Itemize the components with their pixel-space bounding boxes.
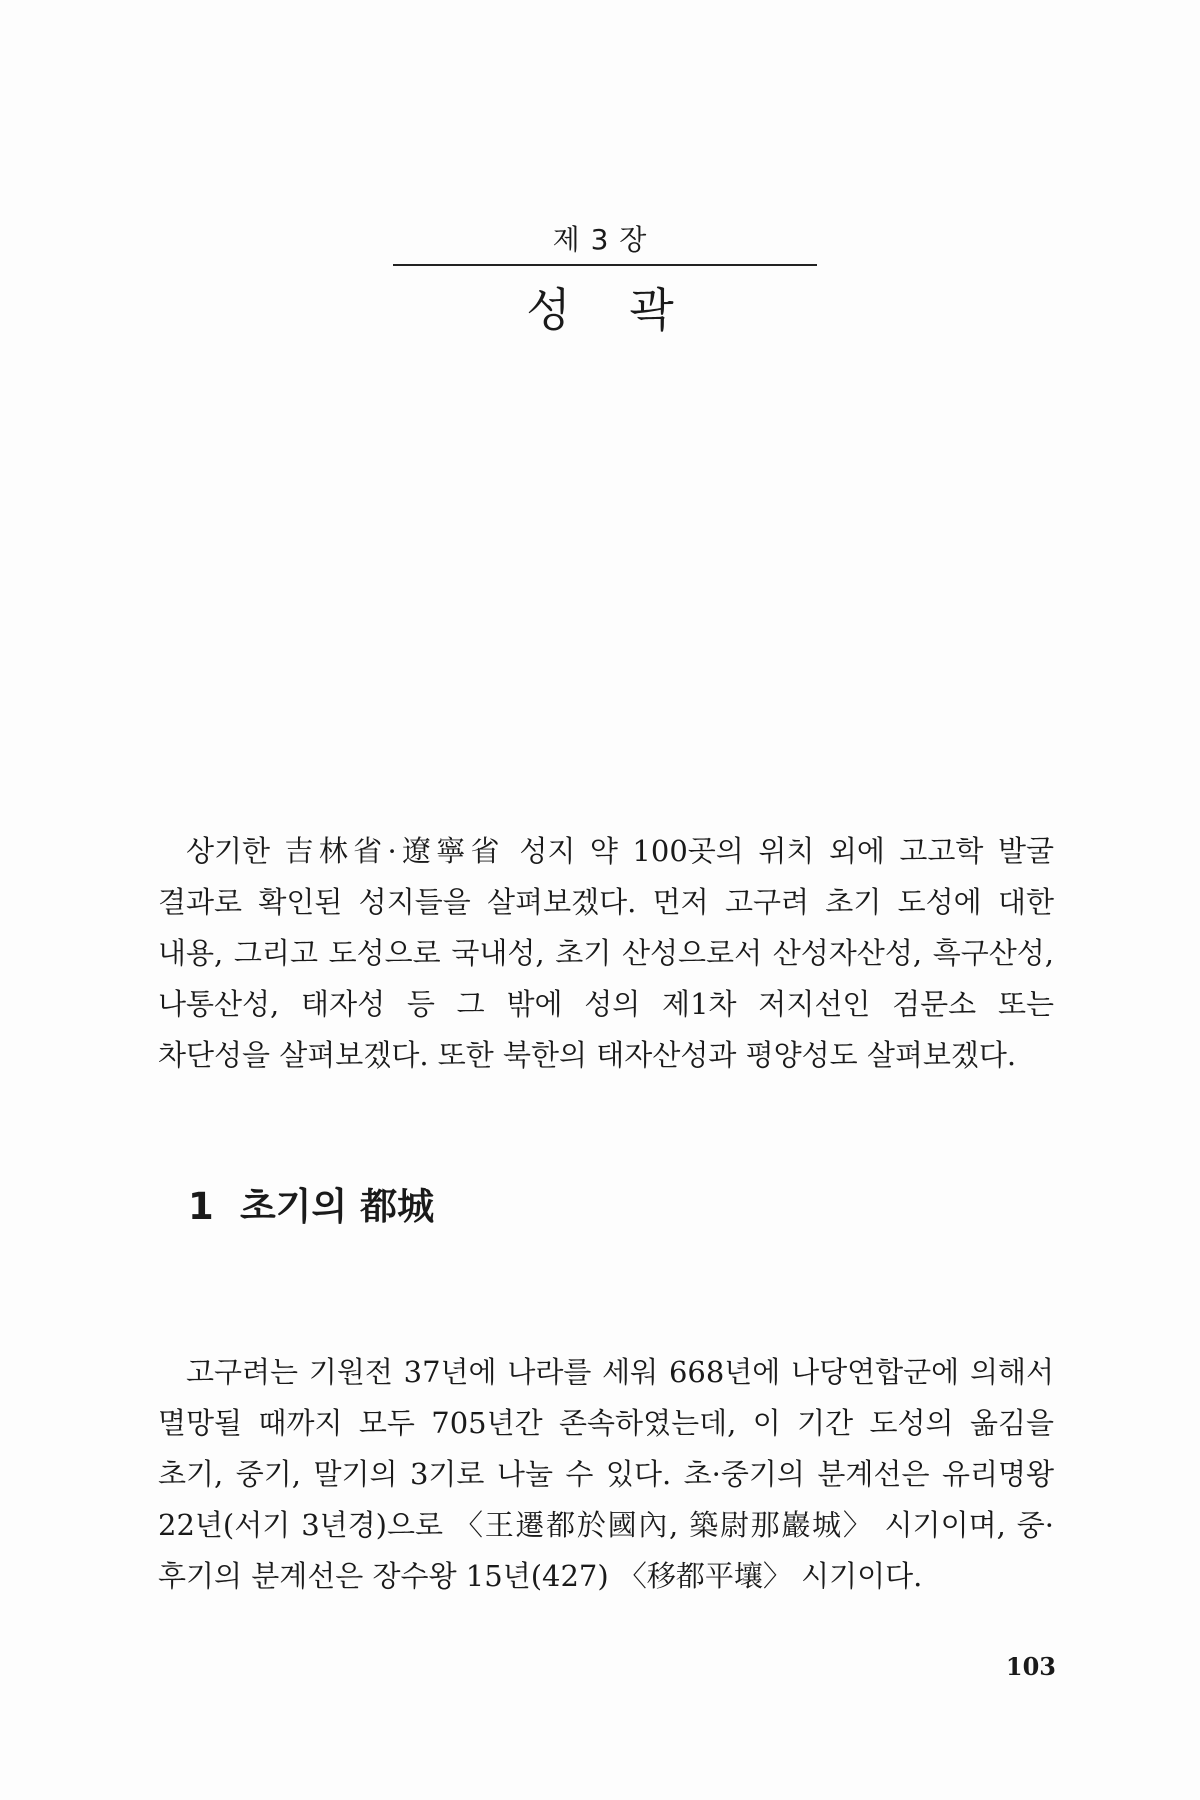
intro-paragraph: 상기한 吉林省·遼寧省 성지 약 100곳의 위치 외에 고고학 발굴 결과로 확인된 성지들을 살펴보겠다. 먼저 고구려 초기 도성에 대한 내용, 그리고 도성으로 국내성, 초기 산성으로서 산성자산성, 흑구산성, 나통산성, 태자성 등 그 밖에 성의 제1차 저지선인 검문소 또는 차단성을 살펴보겠다. 또한 북한의 태자산성과 평양성도 살펴보겠다. bbox=[158, 834, 1054, 1072]
chapter-divider bbox=[393, 264, 817, 266]
page-number: 103 bbox=[1005, 1652, 1056, 1681]
section-title: 초기의 都城 bbox=[240, 1185, 435, 1228]
chapter-label: 제 3 장 bbox=[552, 223, 648, 256]
chapter-title: 성 곽 bbox=[526, 283, 696, 337]
section-heading bbox=[188, 1176, 434, 1230]
section-number: 1 bbox=[188, 1185, 214, 1228]
section-paragraph: 고구려는 기원전 37년에 나라를 세워 668년에 나당연합군에 의해서 멸망될 때까지 모두 705년간 존속하였는데, 이 기간 도성의 옮김을 초기, 중기, 말기의 3기로 나눌 수 있다. 초·중기의 분계선은 유리명왕 22년(서기 3년경)으로 〈王遷都於國內, 築尉那巖城〉 시기이며, 중·후기의 분계선은 장수왕 15년(427) 〈移都平壤〉 시기이다. bbox=[158, 1355, 1054, 1593]
